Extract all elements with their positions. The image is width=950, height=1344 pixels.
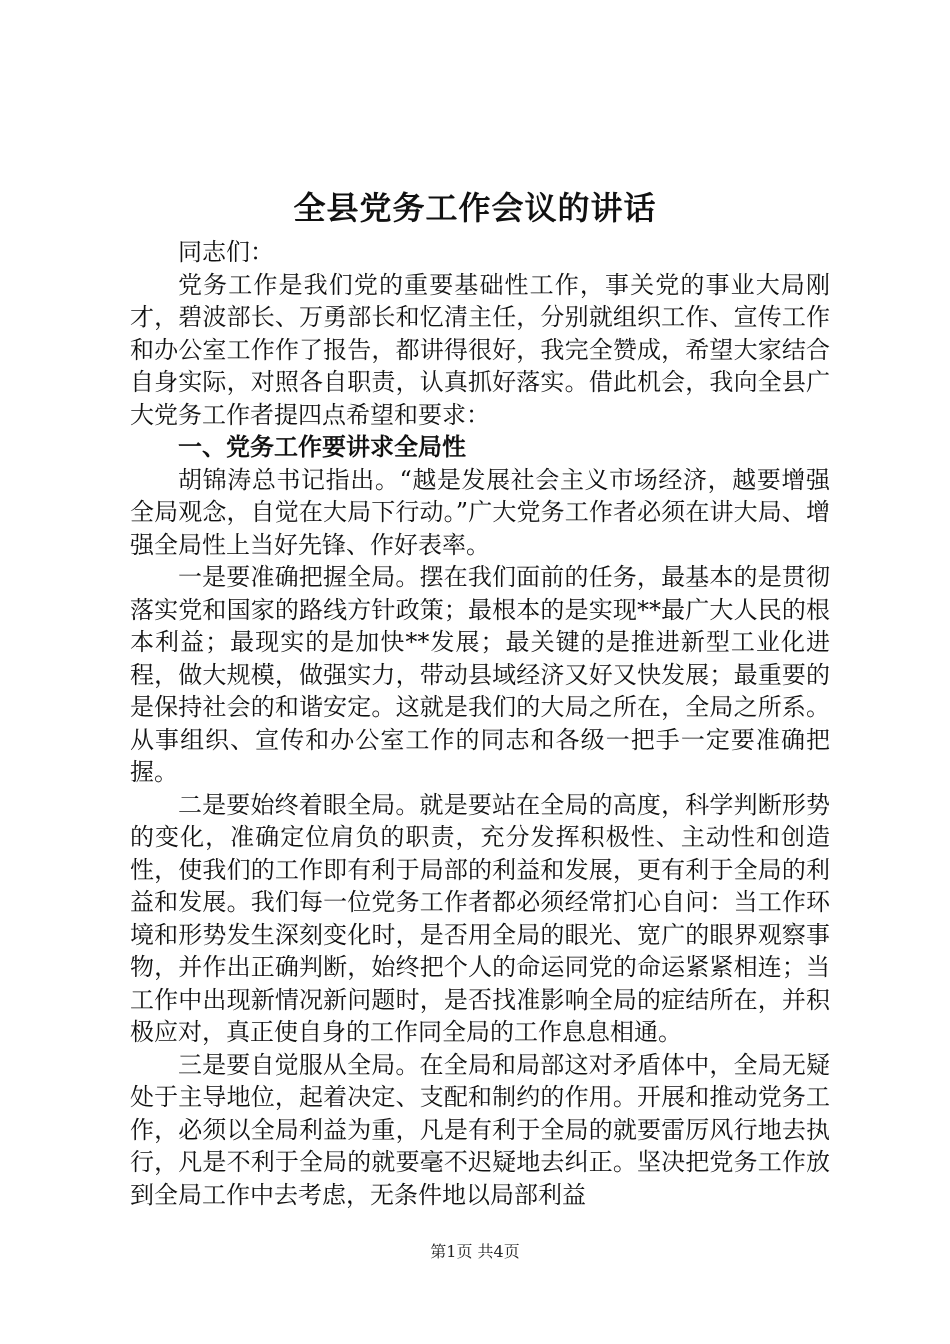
body-paragraph: 一是要准确把握全局。摆在我们面前的任务，最基本的是贯彻落实党和国家的路线方针政策；最根本的是实现**最广大人民的根本利益；最现实的是加快**发展；最关键的是推进新型工业化进程，做大规模，做强实力，带动县域经济又好又快发展；最重要的是保持社会的和谐安定。这就是我们的大局之所在，全局之所系。从事组织、宣传和办公室工作的同志和各级一把手一定要准确把握。 (130, 563, 830, 786)
body-paragraph: 胡锦涛总书记指出。“越是发展社会主义市场经济，越要增强全局观念，自觉在大局下行动。”广大党务工作者必须在讲大局、增强全局性上当好先锋、作好表率。 (130, 465, 830, 559)
document-body (130, 236, 830, 1211)
document-title: 全县党务工作会议的讲话 (293, 189, 657, 227)
page-footer: 第1页 共4页 (430, 1242, 520, 1261)
intro-paragraph: 党务工作是我们党的重要基础性工作，事关党的事业大局刚才，碧波部长、万勇部长和忆清主任，分别就组织工作、宣传工作和办公室工作作了报告，都讲得很好，我完全赞成，希望大家结合自身实际，对照各自职责，认真抓好落实。借此机会，我向全县广大党务工作者提四点希望和要求： (130, 270, 830, 429)
body-paragraph: 三是要自觉服从全局。在全局和局部这对矛盾体中，全局无疑处于主导地位，起着决定、支配和制约的作用。开展和推动党务工作，必须以全局利益为重，凡是有利于全局的就要雷厉风行地去执行，凡是不利于全局的就要毫不迟疑地去纠正。坚决把党务工作放到全局工作中去考虑，无条件地以局部利益 (130, 1050, 830, 1209)
section-heading: 一、党务工作要讲求全局性 (178, 433, 466, 461)
body-paragraph: 二是要始终着眼全局。就是要站在全局的高度，科学判断形势的变化，准确定位肩负的职责，充分发挥积极性、主动性和创造性，使我们的工作即有利于局部的利益和发展，更有利于全局的利益和发展。我们每一位党务工作者都必须经常扪心自问：当工作环境和形势发生深刻变化时，是否用全局的眼光、宽广的眼界观察事物，并作出正确判断，始终把个人的命运同党的命运紧紧相连；当工作中出现新情况新问题时，是否找准影响全局的症结所在，并积极应对，真正使自身的工作同全局的工作息息相通。 (130, 790, 830, 1046)
salutation: 同志们： (178, 238, 274, 266)
